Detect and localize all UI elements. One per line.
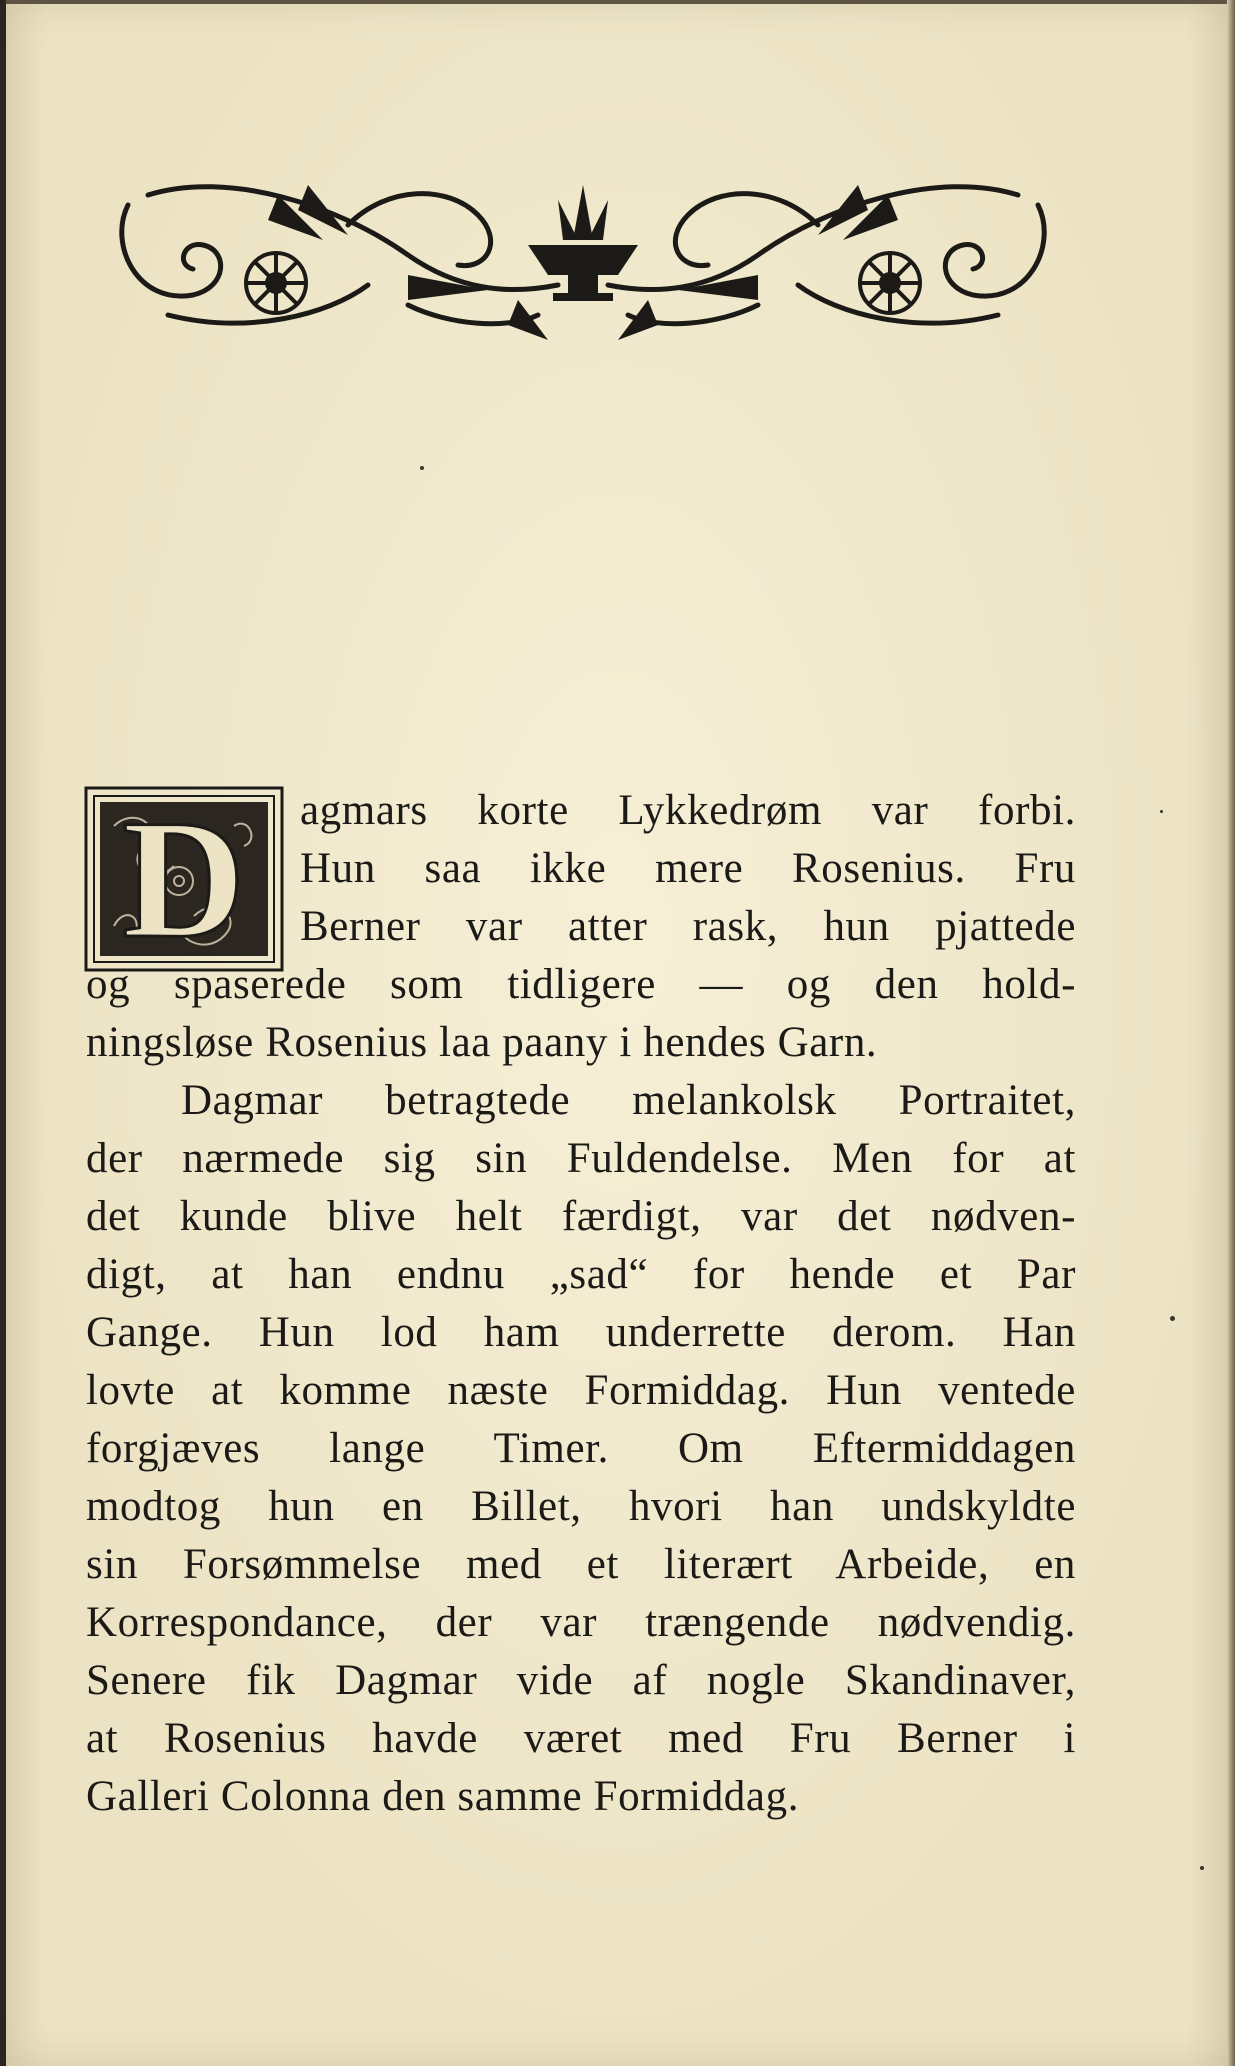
dropcap-letter: D — [122, 786, 246, 972]
page-right-edge — [1227, 0, 1235, 2066]
text-line: og spaserede som tidligere — og den hold- — [86, 961, 1076, 1008]
text-line: forgjæves lange Timer. Om Eftermiddagen — [86, 1425, 1076, 1472]
text-line: Galleri Colonna den samme Formiddag. — [86, 1773, 800, 1820]
text-line: digt, at han endnu „sad“ for hende et Par — [86, 1251, 1076, 1298]
paper-speck — [1160, 810, 1163, 813]
paper-speck — [1200, 1866, 1204, 1870]
text-line: at Rosenius havde været med Fru Berner i — [86, 1715, 1076, 1762]
body-text — [86, 782, 1076, 1826]
text-line: Korrespondance, der var trængende nødvendig. — [86, 1599, 1076, 1646]
text-line: Berner var atter rask, hun pjattede — [300, 903, 1076, 950]
text-line: Dagmar betragtede melankolsk Portraitet, — [181, 1077, 1076, 1124]
text-line: modtog hun en Billet, hvori han undskyldte — [86, 1483, 1076, 1530]
dropcap-ornament-icon — [84, 786, 284, 972]
text-line: Gange. Hun lod ham underrette derom. Han — [86, 1309, 1076, 1356]
page-top-edge — [0, 0, 1235, 4]
text-line: Hun saa ikke mere Rosenius. Fru — [300, 845, 1076, 892]
ornamental-headpiece-icon — [108, 165, 1058, 340]
paragraph-2 — [86, 1072, 1076, 1826]
text-line: det kunde blive helt færdigt, var det nødven- — [86, 1193, 1076, 1240]
text-line: sin Forsømmelse med et literært Arbeide, en — [86, 1541, 1076, 1588]
text-line: lovte at komme næste Formiddag. Hun ventede — [86, 1367, 1076, 1414]
paper-speck — [1170, 1316, 1175, 1321]
paper-speck — [420, 466, 424, 470]
text-line: ningsløse Rosenius laa paany i hendes Garn. — [86, 1019, 878, 1066]
text-line: Senere fik Dagmar vide af nogle Skandinaver, — [86, 1657, 1076, 1704]
text-line: der nærmede sig sin Fuldendelse. Men for at — [86, 1135, 1076, 1182]
page-left-edge — [0, 0, 6, 2066]
text-line: agmars korte Lykkedrøm var forbi. — [300, 787, 1076, 834]
